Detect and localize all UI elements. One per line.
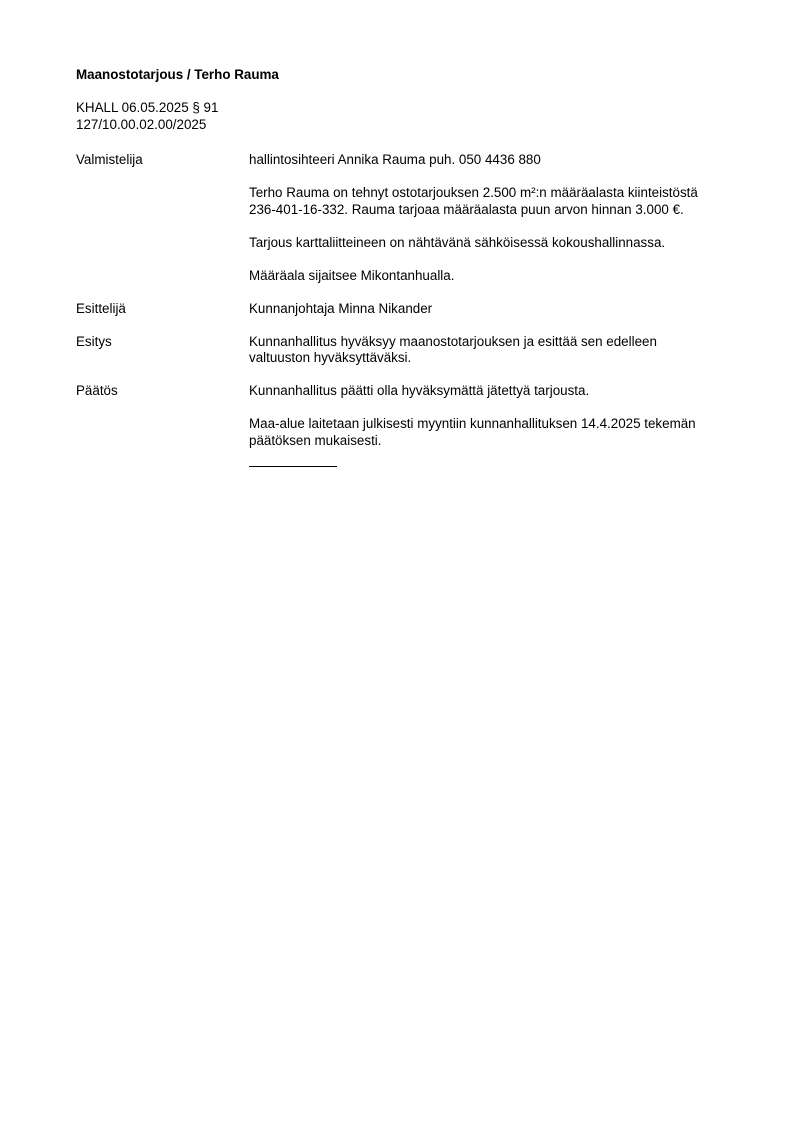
section-body [249,152,709,284]
section-body [249,383,709,467]
presenter-name: Kunnanjohtaja Minna Nikander [249,300,433,316]
sale-note: Maa-alue laitetaan julkisesti myyntiin kunnanhallituksen 14.4.2025 tekemän päätöksen mukaisesti. [249,416,696,448]
section-presenter [76,301,716,318]
end-of-section-rule [249,466,337,467]
reference-block [76,100,218,133]
section-label: Esittelijä [76,300,126,316]
offer-description: Terho Rauma on tehnyt ostotarjouksen 2.500 m²:n määräalasta kiinteistöstä 236-401-16-332. Rauma tarjoaa määräalasta puun arvon hinnan 3.000 €. [249,185,698,217]
document-title: Maanostotarjous / Terho Rauma [76,67,279,82]
meeting-reference: KHALL 06.05.2025 § 91 [76,100,219,115]
minutes-sections [76,152,716,483]
section-proposal [76,334,716,367]
preparer-contact: hallintosihteeri Annika Rauma puh. 050 4436 880 [249,152,541,167]
attachment-note: Tarjous karttaliitteineen on nähtävänä sähköisessä kokoushallinnassa. [249,234,666,250]
location-note: Määräala sijaitsee Mikontanhualla. [249,267,455,283]
section-body [249,301,709,318]
section-preparer [76,152,716,284]
case-number: 127/10.00.02.00/2025 [76,116,207,132]
section-decision [76,383,716,467]
section-body [249,334,709,367]
section-label: Esitys [76,333,112,349]
section-label: Valmistelija [76,152,143,167]
decision-text: Kunnanhallitus päätti olla hyväksymättä jätettyä tarjousta. [249,383,590,398]
proposal-text: Kunnanhallitus hyväksyy maanostotarjouksen ja esittää sen edelleen valtuuston hyväksyttäväksi. [249,333,657,365]
section-label: Päätös [76,383,118,398]
